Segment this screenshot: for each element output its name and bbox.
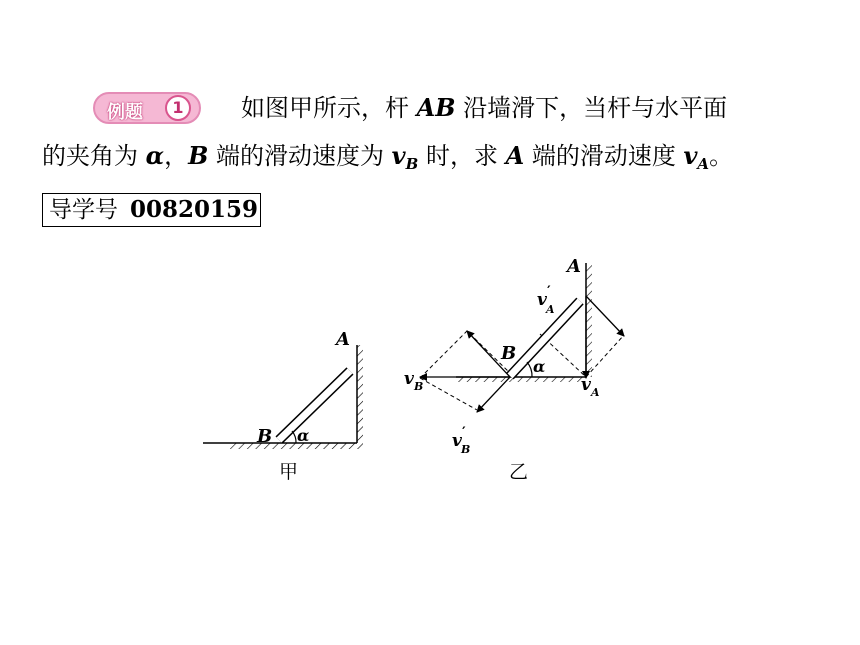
badge-label: 例题 [107,102,143,123]
floor-hatch [230,443,356,449]
text: 时，求 [418,142,506,170]
va-symbol: v [581,375,591,395]
text: 如图甲所示，杆 [241,94,417,122]
vb-prime-sub: B [461,443,471,456]
vb-prime-symbol: v [452,431,462,451]
label-a: A [336,329,350,350]
text: 。 [709,142,734,170]
text: 端的滑动速度为 [208,142,392,170]
text: 沿墙滑下，当杆与水平面 [455,94,728,122]
label-b: B [501,343,517,364]
caption-yi: 乙 [509,461,529,483]
vb-prime-mark: ′ [462,425,466,441]
velocity-subscript: B [405,155,419,173]
caption-jia: 甲 [279,461,299,483]
guide-number: 00820159 [130,196,259,223]
figure-jia [203,329,363,483]
angle-arc [292,431,296,443]
angle-label: α [533,357,546,376]
text: 的夹角为 [42,142,146,170]
vb-symbol: v [404,369,414,389]
dashed-parallelogram-right [540,334,624,377]
dashed-parallelogram-lower [420,378,477,410]
wall-hatch [357,345,363,449]
guide-label: 导学号 [49,197,118,223]
wall-hatch [586,263,592,377]
text: ， [164,142,189,170]
label-a: A [567,256,581,277]
va-prime-symbol: v [537,290,547,310]
dashed-parallelogram-upper [420,331,517,378]
vb-sub: B [414,380,424,393]
va-sub: A [591,386,600,399]
vb-prime-arrow [477,377,510,412]
rod-name: AB [416,93,456,122]
velocity-subscript: A [697,155,710,173]
velocity-symbol: v [683,141,698,170]
rod-fill [279,371,350,440]
point-b: B [188,141,209,170]
figure-yi [404,256,624,483]
angle-label: α [297,426,310,445]
va-prime-mark: ′ [547,284,551,300]
point-a: A [505,141,525,170]
badge-number: 1 [165,95,191,121]
text: 端的滑动速度 [524,142,684,170]
floor-hatch [456,377,586,382]
label-b: B [257,426,273,447]
velocity-symbol: v [391,141,406,170]
angle-symbol: α [145,141,165,170]
va-prime-sub: A [546,303,555,316]
